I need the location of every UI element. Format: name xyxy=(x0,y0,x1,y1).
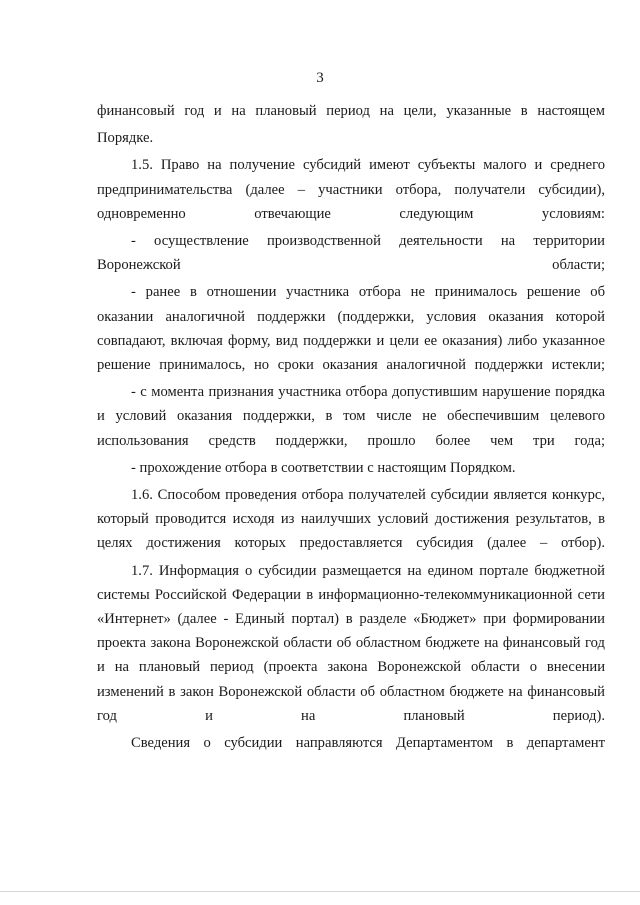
list-item-condition-territory: - осуществление производственной деятельности на территории Воронежской области; xyxy=(97,233,605,274)
paragraph-1-7: 1.7. Информация о субсидии размещается на едином портале бюджетной системы Российской Федерации в информационно-телекоммуникационной сети «Интернет» (далее - Единый портал) в разделе «Бюджет» при формировании проекта закона Воронежской области об областном бюджете на финансовый год и на плановый период (проекта закона Воронежской области о внесении изменений в закон Воронежской области об областном бюджете на финансовый год и на плановый период). xyxy=(97,562,605,724)
paragraph-1-5: 1.5. Право на получение субсидий имеют субъекты малого и среднего предпринимательства (далее – участники отбора, получатели субсидии), одновременно отвечающие следующим условиям: xyxy=(97,157,605,222)
paragraph-1-6: 1.6. Способом проведения отбора получателей субсидии является конкурс, который проводится исходя из наилучших условий достижения результатов, в целях достижения которых предоставляется субсидия (далее – отбор). xyxy=(97,487,605,552)
paragraph-continuation-end: Порядке. xyxy=(97,130,154,147)
paragraph-subsidy-info: Сведения о субсидии направляются Департаментом в департамент xyxy=(131,735,605,752)
list-item-condition-selection: - прохождение отбора в соответствии с настоящим Порядком. xyxy=(131,459,516,476)
paragraph-continuation: финансовый год и на плановый период на цели, указанные в настоящем xyxy=(97,103,605,119)
scan-bottom-edge xyxy=(0,891,640,892)
document-body xyxy=(97,99,605,758)
page-number: 3 xyxy=(316,70,324,86)
list-item-condition-prior-support: - ранее в отношении участника отбора не принималось решение об оказании аналогичной поддержки (поддержки, условия оказания которой совпадают, включая форму, вид поддержки и цели ее оказания) либо указанное решение принималось, но сроки оказания аналогичной поддержки истекли; xyxy=(97,284,605,374)
list-item-condition-violation: - с момента признания участника отбора допустившим нарушение порядка и условий оказания поддержки, в том числе не обеспечившим целевого использования средств поддержки, прошло более чем три года; xyxy=(97,384,605,449)
